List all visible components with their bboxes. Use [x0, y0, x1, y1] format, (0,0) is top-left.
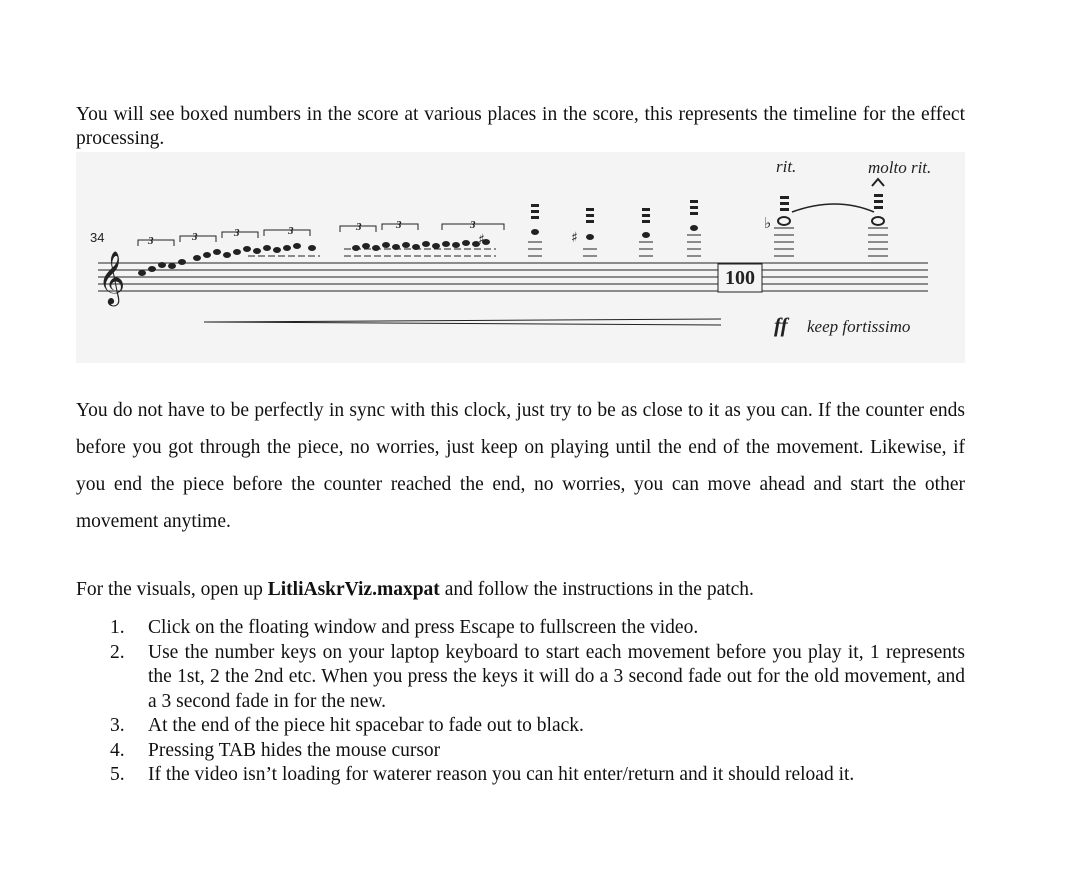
- sharp-icon: ♯: [478, 232, 485, 248]
- svg-text:♭: ♭: [764, 214, 772, 232]
- svg-text:3: 3: [288, 225, 294, 237]
- list-item: [76, 763, 965, 788]
- timeline-number: 100: [725, 267, 755, 289]
- svg-text:3: 3: [396, 219, 402, 231]
- list-text: Click on the floating window and press Escape to fullscreen the video.: [148, 617, 699, 638]
- staff-lines: [98, 263, 928, 291]
- svg-text:3: 3: [148, 235, 154, 247]
- treble-clef-icon: 𝄞: [98, 250, 126, 304]
- list-number: 1.: [110, 617, 125, 638]
- list-text: Pressing TAB hides the mouse cursor: [148, 739, 441, 761]
- list-item: [76, 714, 965, 739]
- list-item: [76, 641, 965, 715]
- intro-paragraph: You will see boxed numbers in the score at various places in the score, this represents the timeline for the effect processing.: [76, 104, 965, 149]
- hairpin: [204, 319, 721, 325]
- score-notation: [76, 152, 965, 363]
- list-text: If the video isn’t loading for waterer reason you can hit enter/return and it should reload it.: [148, 764, 855, 785]
- svg-text:3: 3: [470, 219, 476, 231]
- svg-text:♯: ♯: [571, 230, 578, 246]
- dynamic-mark: ff: [774, 313, 788, 337]
- list-number: 2.: [110, 641, 125, 663]
- tremolo-notes: [528, 200, 701, 256]
- list-number: 4.: [110, 739, 125, 761]
- visuals-prefix: For the visuals, open up: [76, 579, 268, 600]
- expression-text: keep fortissimo: [807, 317, 911, 336]
- measure-number: 34: [90, 230, 105, 245]
- list-number: 5.: [110, 764, 125, 785]
- instructions-list: [76, 616, 965, 788]
- svg-text:3: 3: [356, 221, 362, 233]
- rit-mark: rit.: [776, 157, 797, 176]
- list-number: 3.: [110, 715, 125, 736]
- molto-rit-mark: molto rit.: [868, 158, 932, 177]
- score-excerpt: [76, 152, 965, 363]
- sync-paragraph: You do not have to be perfectly in sync with this clock, just try to be as close to it as you can. If the counter ends before you got through the piece, no worries, just keep on playing until the end of the movement. Likewise, if you end the piece before the counter reached the end, no worries, you can move ahead and start the other movement anytime.: [76, 400, 965, 532]
- list-item: [76, 739, 965, 764]
- svg-text:3: 3: [192, 231, 198, 243]
- svg-text:3: 3: [234, 227, 240, 239]
- tied-notes: [764, 179, 888, 256]
- visuals-suffix: and follow the instructions in the patch.: [439, 579, 754, 600]
- visuals-intro: [76, 578, 965, 602]
- list-item: [76, 616, 965, 641]
- patch-filename: LitliAskrViz.maxpat: [267, 579, 440, 600]
- list-text: Use the number keys on your laptop keyboard to start each movement before you play it, 1 represents the 1st, 2 the 2nd etc. When you press the keys it will do a 3 second fade out for the old movement, and a 3 second fade in for the new.: [148, 641, 965, 712]
- list-text: At the end of the piece hit spacebar to fade out to black.: [148, 715, 584, 736]
